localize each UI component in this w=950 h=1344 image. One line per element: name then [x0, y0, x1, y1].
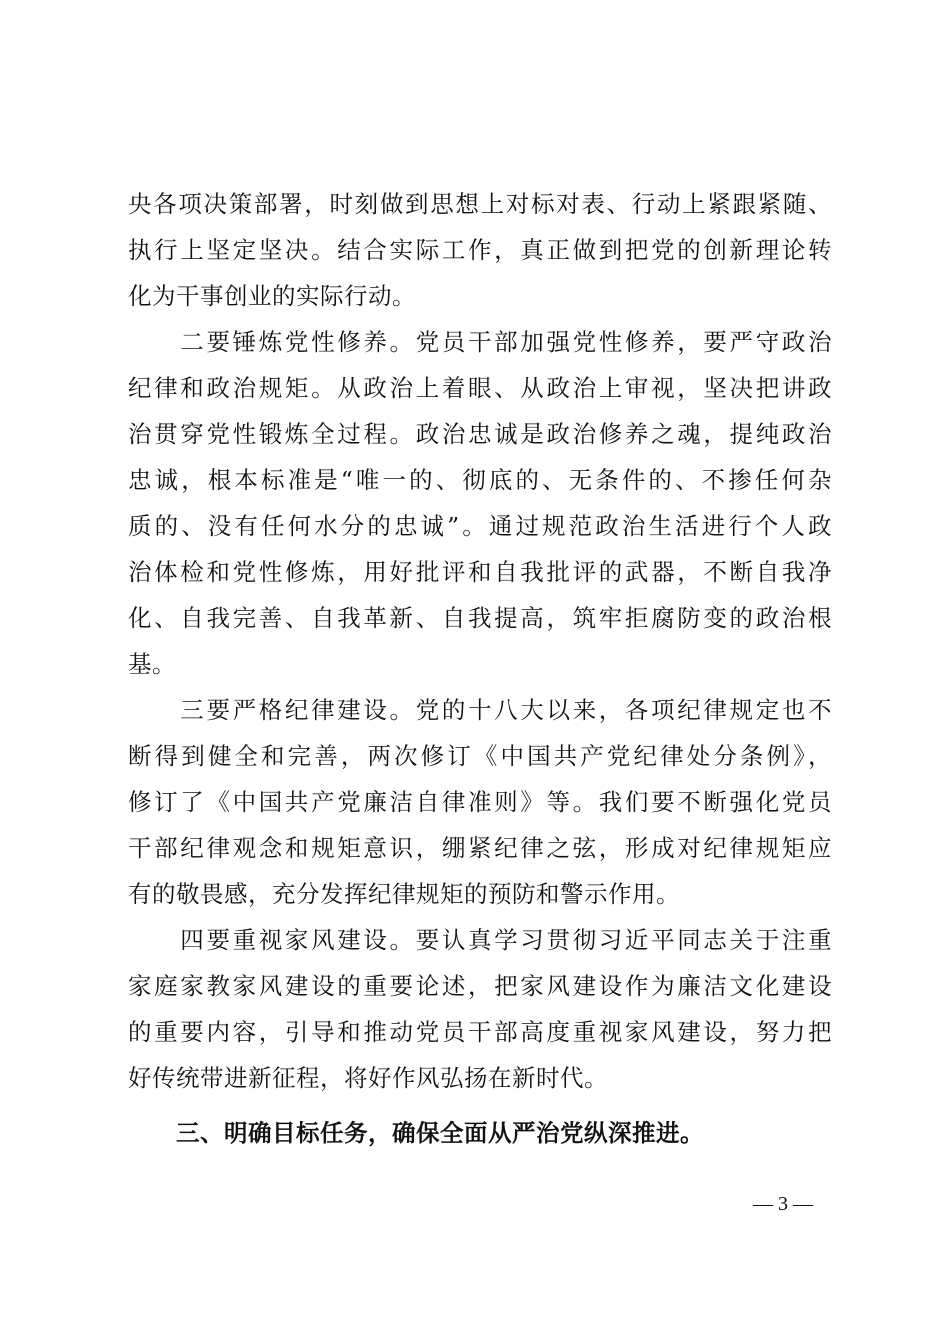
paragraph — [128, 319, 832, 687]
text-line: 质的、没有任何水分的忠诚”。通过规范政治生活进行个人政 — [128, 512, 832, 540]
text-line: 修订了《中国共产党廉洁自律准则》等。我们要不断强化党员 — [128, 788, 832, 816]
text-line: 有的敬畏感，充分发挥纪律规矩的预防和警示作用。 — [128, 880, 680, 908]
paragraph — [128, 181, 832, 319]
text-line: 家庭家教家风建设的重要论述，把家风建设作为廉洁文化建设 — [128, 972, 832, 1000]
text-line: 四要重视家风建设。要认真学习贯彻习近平同志关于注重 — [128, 926, 832, 954]
text-line: 好传统带进新征程，将好作风弘扬在新时代。 — [128, 1064, 608, 1092]
document-body — [128, 181, 832, 1101]
section-heading: 三、明确目标任务，确保全面从严治党纵深推进。 — [176, 1119, 704, 1147]
text-line: 治贯穿党性锻炼全过程。政治忠诚是政治修养之魂，提纯政治 — [128, 420, 832, 448]
text-line: 执行上坚定坚决。结合实际工作，真正做到把党的创新理论转 — [128, 236, 832, 264]
text-line: 断得到健全和完善，两次修订《中国共产党纪律处分条例》， — [128, 742, 832, 770]
text-line: 纪律和政治规矩。从政治上着眼、从政治上审视，坚决把讲政 — [128, 374, 832, 402]
text-line: 化为干事创业的实际行动。 — [128, 282, 416, 310]
text-line: 三要严格纪律建设。党的十八大以来，各项纪律规定也不 — [128, 696, 832, 724]
text-line: 忠诚，根本标准是“唯一的、彻底的、无条件的、不掺任何杂 — [128, 466, 832, 494]
text-line: 化、自我完善、自我革新、自我提高，筑牢拒腐防变的政治根 — [128, 604, 832, 632]
paragraph — [128, 917, 832, 1101]
text-line: 的重要内容，引导和推动党员干部高度重视家风建设，努力把 — [128, 1018, 832, 1046]
paragraph — [128, 687, 832, 917]
text-line: 治体检和党性修炼，用好批评和自我批评的武器，不断自我净 — [128, 558, 832, 586]
text-line: 干部纪律观念和规矩意识，绷紧纪律之弦，形成对纪律规矩应 — [128, 834, 832, 862]
text-line: 二要锤炼党性修养。党员干部加强党性修养，要严守政治 — [128, 328, 832, 356]
text-line: 央各项决策部署，时刻做到思想上对标对表、行动上紧跟紧随、 — [128, 190, 832, 218]
text-line: 基。 — [128, 650, 176, 678]
page-number: — 3 — — [753, 1193, 813, 1215]
